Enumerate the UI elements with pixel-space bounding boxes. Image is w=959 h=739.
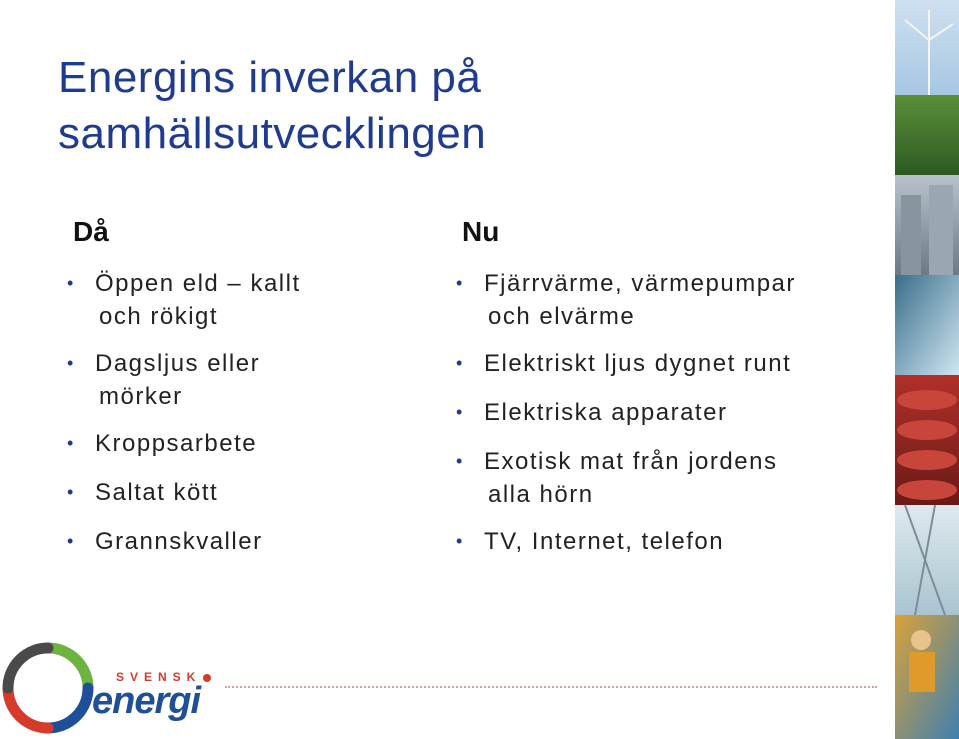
title-line-1: Energins inverkan på [58, 53, 482, 102]
logo-swirl-icon [2, 642, 94, 734]
list-item: • TV, Internet, telefon [462, 525, 882, 558]
logo-dot-icon [203, 674, 211, 682]
bullet-icon: • [456, 353, 464, 373]
footer-divider [225, 686, 877, 688]
list-now [456, 267, 882, 558]
list-then [67, 267, 413, 558]
bullet-icon: • [456, 273, 464, 293]
list-item: • Öppen eld – kallt och rökigt [73, 267, 413, 333]
list-item: • Fjärrvärme, värmepumpar och elvärme [462, 267, 882, 333]
photo-collage-strip [895, 0, 959, 739]
bullet-icon: • [456, 402, 464, 422]
list-item: • Elektriska apparater [462, 396, 882, 429]
column-then [67, 215, 413, 574]
slide-title [58, 50, 858, 162]
logo-word-energi: energi [92, 680, 201, 722]
list-item: • Grannskvaller [73, 525, 413, 558]
list-item: • Saltat kött [73, 476, 413, 509]
bullet-icon: • [67, 273, 75, 293]
title-line-2: samhällsutvecklingen [58, 109, 487, 158]
bullet-icon: • [67, 433, 75, 453]
list-item: • Dagsljus eller mörker [73, 347, 413, 413]
bullet-icon: • [456, 451, 464, 471]
bullet-icon: • [67, 353, 75, 373]
list-item: • Kroppsarbete [73, 427, 413, 460]
bullet-icon: • [456, 531, 464, 551]
column-now [456, 215, 882, 574]
list-item: • Exotisk mat från jordens alla hörn [462, 445, 882, 511]
bullet-icon: • [67, 482, 75, 502]
column-heading-now: Nu [462, 216, 500, 247]
logo-word-svensk: SVENSK [116, 670, 211, 684]
photo-collage-image [895, 0, 959, 739]
list-item: • Elektriskt ljus dygnet runt [462, 347, 882, 380]
column-heading-then: Då [73, 216, 109, 247]
bullet-icon: • [67, 531, 75, 551]
